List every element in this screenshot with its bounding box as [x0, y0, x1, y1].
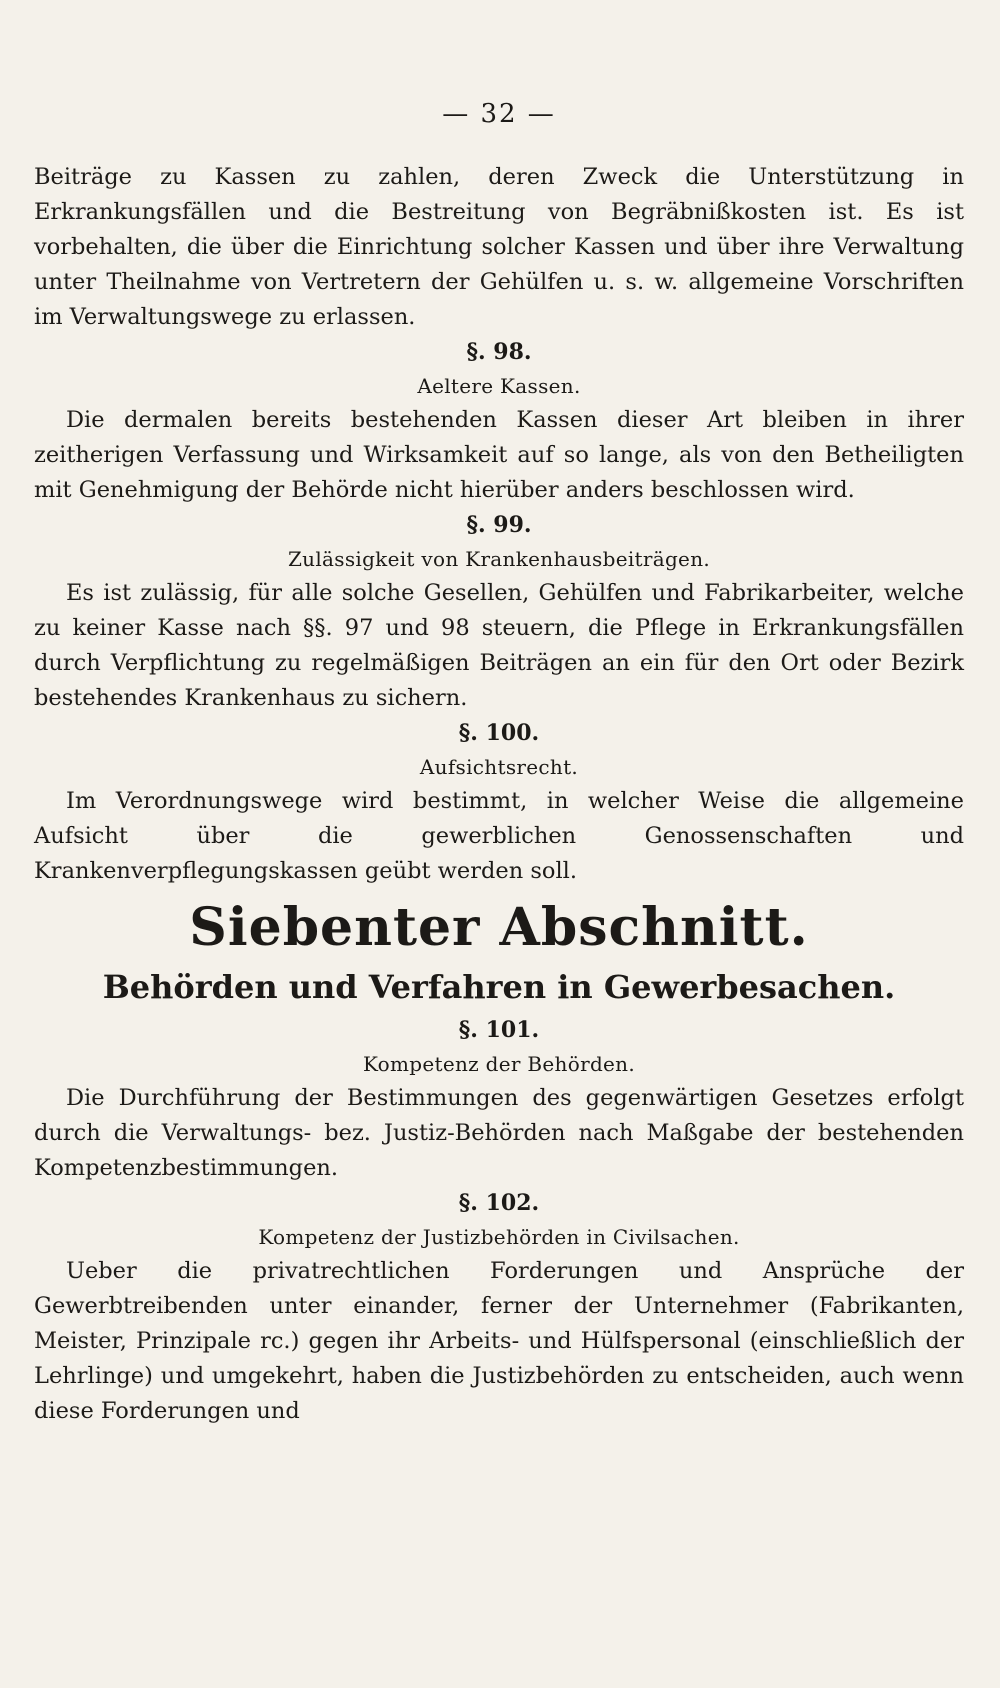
section-99-number: §. 99. [466, 512, 532, 538]
section-101-heading: Kompetenz der Behörden. [362, 1052, 636, 1076]
section-100-heading: Aufsichtsrecht. [419, 755, 579, 779]
section-98-number: §. 98. [466, 339, 532, 365]
section-99-heading: Zulässigkeit von Krankenhausbeiträgen. [287, 547, 711, 571]
section-102-heading: Kompetenz der Justizbehörden in Civilsachen. [258, 1225, 740, 1249]
part-title: Siebenter Abschnitt. [189, 897, 809, 958]
section-100-text: Im Verordnungswege wird bestimmt, in welcher Weise die allgemeine Aufsicht über die gewerblichen Genossenschaften und Krankenverpflegungskassen geübt werden soll. [34, 788, 964, 884]
section-99-text: Es ist zulässig, für alle solche Gesellen, Gehülfen und Fabrikarbeiter, welche zu keiner Kasse nach §§. 97 und 98 steuern, die Pflege in Erkrankungsfällen durch Verpflichtung zu regelmäßigen Beiträgen an ein für den Ort oder Bezirk bestehendes Krankenhaus zu sichern. [34, 580, 964, 711]
section-102-number: §. 102. [458, 1190, 540, 1216]
opening-paragraph: Beiträge zu Kassen zu zahlen, deren Zweck die Unterstützung in Erkrankungsfällen und die Bestreitung von Begräbnißkosten ist. Es ist vorbehalten, die über die Einrichtung solcher Kassen und über ihre Verwaltung unter Theilnahme von Vertretern der Gehülfen u. s. w. allgemeine Vorschriften im Verwaltungswege zu erlassen. [34, 164, 964, 330]
page-number: — 32 — [442, 99, 556, 129]
section-100-number: §. 100. [458, 720, 540, 746]
section-98-heading: Aeltere Kassen. [417, 374, 581, 398]
section-101-number: §. 101. [458, 1017, 540, 1043]
section-102-text: Ueber die privatrechtlichen Forderungen und Ansprüche der Gewerbtreibenden unter einander, ferner der Unternehmer (Fabrikanten, Meister, Prinzipale rc.) gegen ihr Arbeits- und Hülfspersonal (einschließlich der Lehrlinge) und umgekehrt, haben die Justizbehörden zu entscheiden, auch wenn diese Forderungen und [34, 1258, 964, 1424]
part-subtitle: Behörden und Verfahren in Gewerbesachen. [102, 968, 896, 1006]
section-98-text: Die dermalen bereits bestehenden Kassen dieser Art bleiben in ihrer zeitherigen Verfassung und Wirksamkeit auf so lange, als von den Betheiligten mit Genehmigung der Behörde nicht hierüber anders beschlossen wird. [34, 407, 964, 503]
section-101-text: Die Durchführung der Bestimmungen des gegenwärtigen Gesetzes erfolgt durch die Verwaltungs- bez. Justiz-Behörden nach Maßgabe der bestehenden Kompetenzbestimmungen. [34, 1085, 964, 1181]
